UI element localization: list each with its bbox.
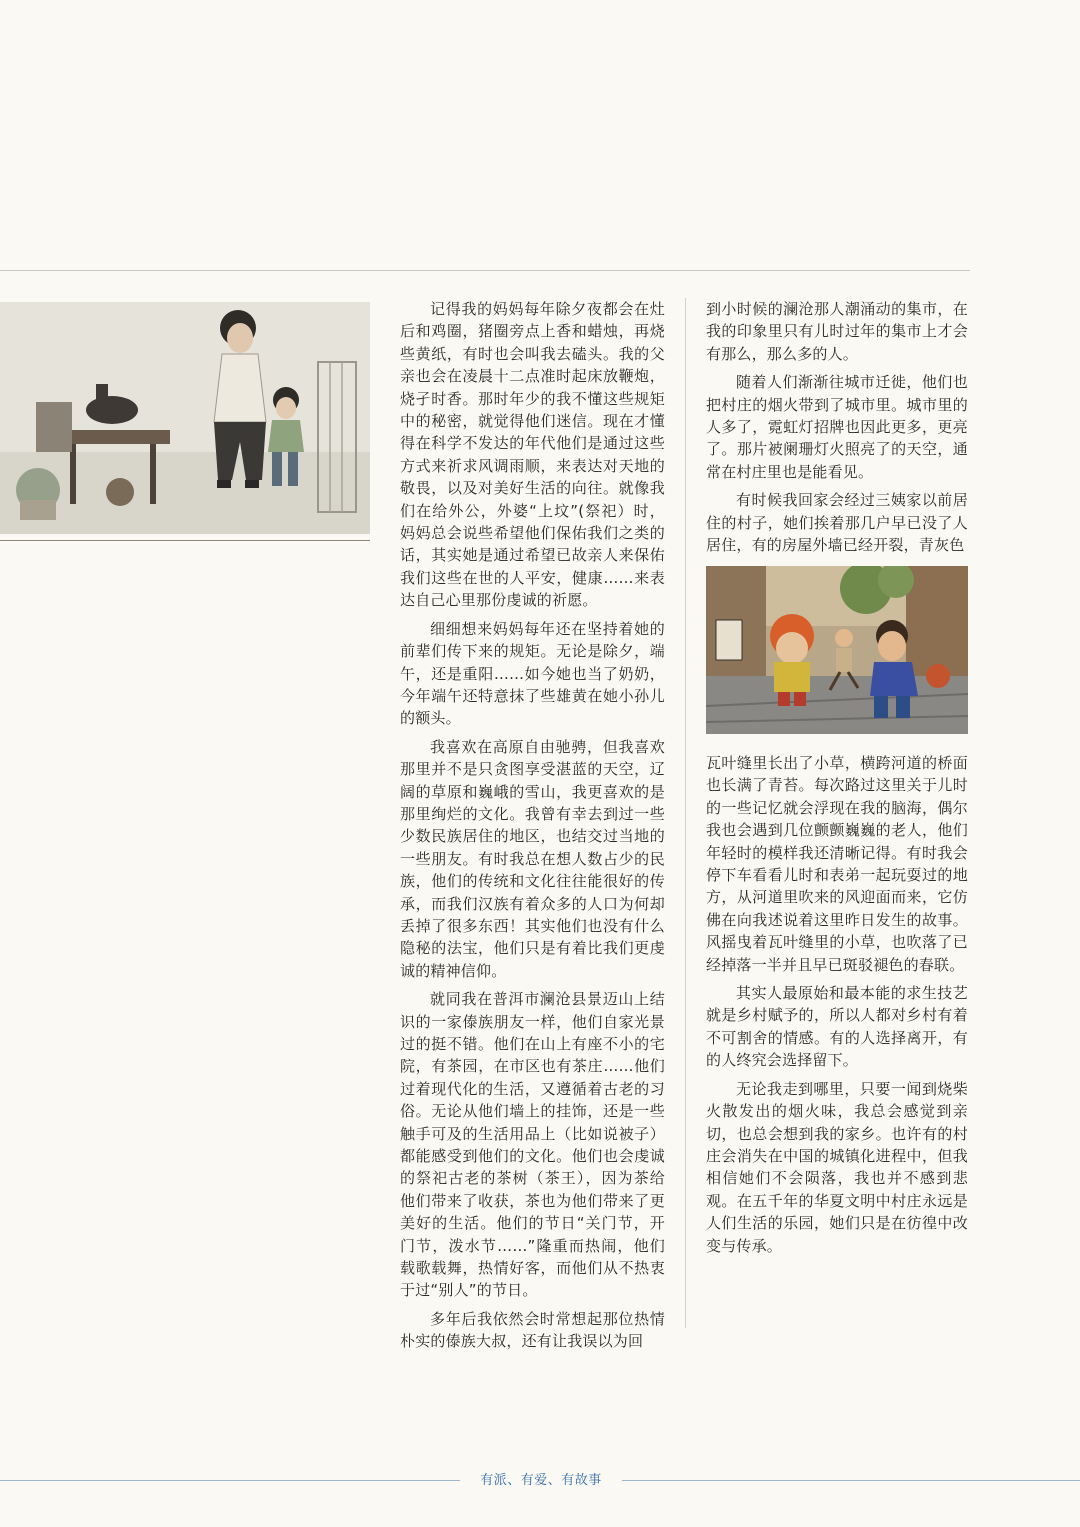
paragraph: 记得我的妈妈每年除夕夜都会在灶后和鸡圈，猪圈旁点上香和蜡烛，再烧些黄纸，有时也会叫我去磕头。我的父亲也会在凌晨十二点准时起床放鞭炮，烧孑时香。那时年少的我不懂这些规矩中的秘密，就觉得他们迷信。现在才懂得在科学不发达的年代他们是通过这些方式来祈求风调雨顺，来表达对天地的敬畏，以及对美好生活的向往。就像我们在给外公，外婆“上坟”(祭祀）时，妈妈总会说些希望他们保佑我们之类的话，其实她是通过希望已故亲人来保佑我们这些在世的人平安，健康……来表达自己心里那份虔诚的祈愿。: [400, 300, 665, 610]
paragraph: 我喜欢在高原自由驰骋，但我喜欢那里并不是只贪图享受湛蓝的天空，辽阔的草原和巍峨的雪山，我更喜欢的是那里绚烂的文化。我曾有幸去到过一些少数民族居住的地区，也结交过当地的一些朋友。有时我总在想人数占少的民族，他们的传统和文化往往能很好的传承，而我们汉族有着众多的人口为何却丢掉了很多东西！其实他们也没有什么隐秘的法宝，他们只是有着比我们更虔诚的精神信仰。: [400, 737, 665, 980]
footer-rule-right: [622, 1480, 1080, 1481]
paragraph: 瓦叶缝里长出了小草，横跨河道的桥面也长满了青苔。每次路过这里关于儿时的一些记忆就会浮现在我的脑海，偶尔我也会遇到几位颤颤巍巍的老人，他们年轻时的模样我还清晰记得。有时我会停下车看看儿时和表弟一起玩耍过的地方，从河道里吹来的风迎面而来，它仿佛在向我述说着这里昨日发生的故事。风摇曳着瓦叶缝里的小草，也吹落了已经掉落一半并且早已斑驳褪色的春联。: [706, 754, 968, 974]
illustration-mother-child: [0, 302, 370, 534]
article-column-3: [706, 752, 968, 1263]
header-divider: [0, 270, 970, 271]
article-column-1: [400, 298, 665, 1359]
paragraph: 到小时候的澜沧那人潮涌动的集市，在我的印象里只有儿时过年的集市上才会有那么，那么多的人。: [706, 300, 968, 363]
paragraph: 就同我在普洱市澜沧县景迈山上结识的一家傣族朋友一样，他们自家光景过的挺不错。他们在山上有座不小的宅院，有茶园，在市区也有茶庄……他们过着现代化的生活，又遵循着古老的习俗。无论从他们墙上的挂饰，还是一些触手可及的生活用品上（比如说被子）都能感受到他们的文化。他们也会虔诚的祭祀古老的茶树（茶王），因为茶给他们带来了收获，茶也为他们带来了更美好的生活。他们的节日“关门节，开门节，泼水节……”隆重而热闹，他们载歌载舞，热情好客，而他们从不热衷于过“别人”的节日。: [400, 990, 665, 1300]
paragraph: 随着人们渐渐往城市迁徙，他们也把村庄的烟火带到了城市里。城市里的人多了，霓虹灯招牌也因此更多，更亮了。那片被阑珊灯火照亮了的天空，通常在村庄里也是能看见。: [706, 373, 968, 481]
paragraph: 多年后我依然会时常想起那位热情朴实的傣族大叔，还有让我误以为回: [400, 1309, 665, 1351]
illustration-village-alley: [706, 566, 968, 734]
paragraph: 有时候我回家会经过三姨家以前居住的村子，她们挨着那几户早已没了人居住，有的房屋外墙已经开裂，青灰色: [706, 491, 968, 555]
paragraph: 细细想来妈妈每年还在坚持着她的前辈们传下来的规矩。无论是除夕，端午，还是重阳……如今她也当了奶奶，今年端午还特意抹了些雄黄在她小孙儿的额头。: [400, 619, 665, 728]
article-column-2: [706, 298, 968, 562]
paragraph: 无论我走到哪里，只要一闻到烧柴火散发出的烟火味，我总会感觉到亲切，也总会想到我的家乡。也许有的村庄会消失在中国的城镇化进程中，但我相信她们不会陨落，我也并不感到悲观。在五千年的华夏文明中村庄永远是人们生活的乐园，她们只是在彷徨中改变与传承。: [706, 1079, 968, 1255]
footer-tagline: 有派、有爱、有故事: [480, 1473, 602, 1488]
column-divider: [685, 298, 686, 1328]
illustration-underline: [0, 540, 370, 541]
paragraph: 其实人最原始和最本能的求生技艺就是乡村赋予的，所以人都对乡村有着不可割舍的情感。有的人选择离开，有的人终究会选择留下。: [706, 984, 968, 1070]
footer-rule-left: [0, 1480, 460, 1481]
